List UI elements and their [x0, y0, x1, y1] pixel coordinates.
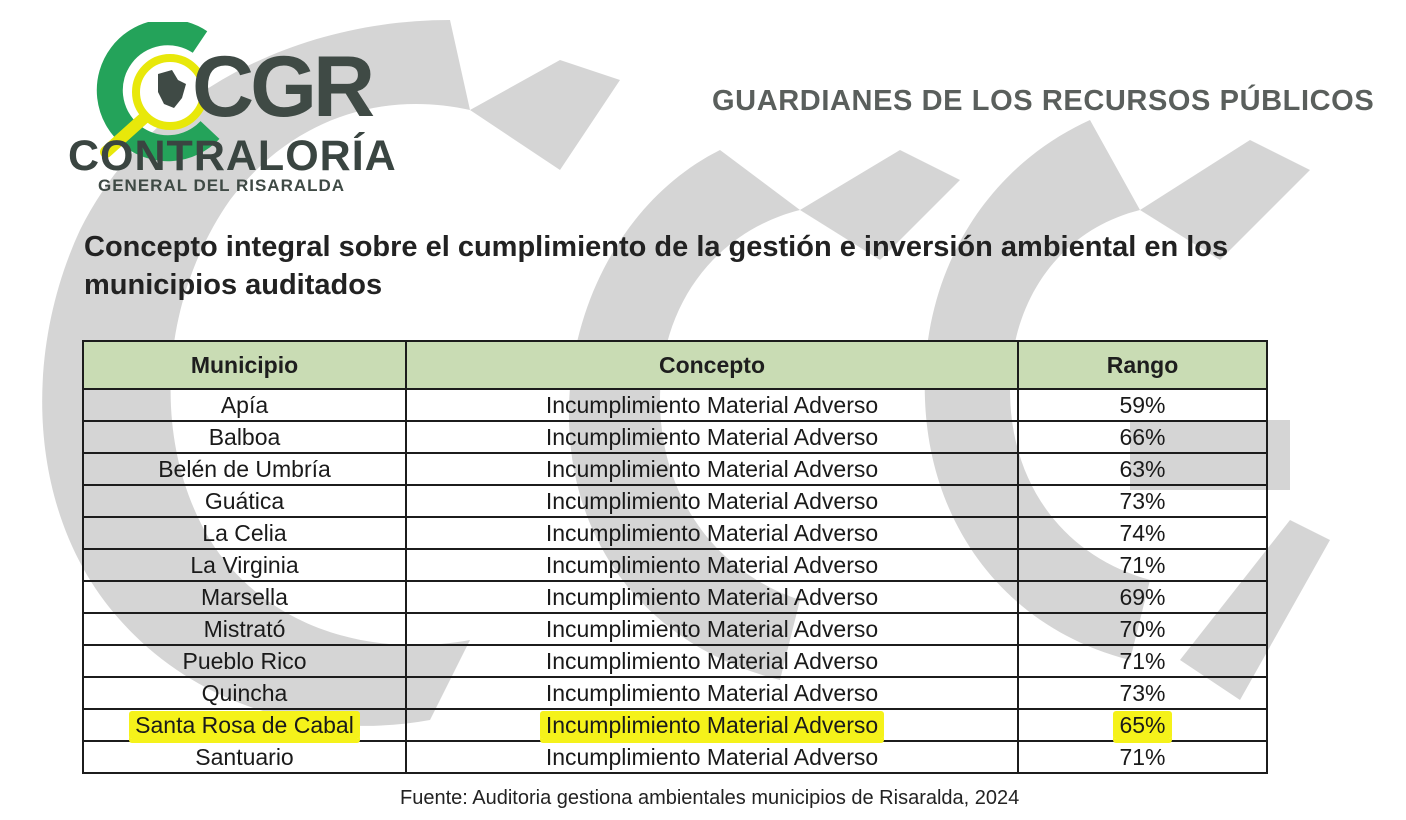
cell-rango: 71%: [1018, 741, 1267, 773]
cell-concepto: Incumplimiento Material Adverso: [406, 613, 1018, 645]
table-row: [83, 581, 1267, 613]
highlight-mark: Santa Rosa de Cabal: [129, 711, 360, 739]
slogan: GUARDIANES DE LOS RECURSOS PÚBLICOS: [712, 85, 1375, 117]
logo-subtitle: GENERAL DEL RISARALDA: [98, 176, 346, 195]
cell-concepto: [406, 709, 1018, 741]
cell-rango: 70%: [1018, 613, 1267, 645]
table-row-highlighted: [83, 709, 1267, 741]
cell-municipio: Guática: [83, 485, 406, 517]
cell-concepto: Incumplimiento Material Adverso: [406, 645, 1018, 677]
table-row: [83, 389, 1267, 421]
header-municipio: Municipio: [83, 341, 406, 389]
cell-municipio: La Virginia: [83, 549, 406, 581]
table-row: [83, 517, 1267, 549]
municipios-table-container: [82, 340, 1268, 774]
cell-municipio: La Celia: [83, 517, 406, 549]
header-concepto: Concepto: [406, 341, 1018, 389]
cell-municipio: Mistrató: [83, 613, 406, 645]
cell-rango: 59%: [1018, 389, 1267, 421]
cell-concepto: Incumplimiento Material Adverso: [406, 549, 1018, 581]
document-title: Concepto integral sobre el cumplimiento de la gestión e inversión ambiental en los municipios auditados: [84, 231, 1229, 301]
table-body: [83, 389, 1267, 773]
table-header-row: [83, 341, 1267, 389]
highlight-mark: 65%: [1113, 711, 1171, 739]
municipios-table: [82, 340, 1268, 774]
cell-municipio: Santuario: [83, 741, 406, 773]
logo-name: CONTRALORÍA: [68, 132, 397, 180]
cell-rango: 63%: [1018, 453, 1267, 485]
cell-rango: 66%: [1018, 421, 1267, 453]
cell-municipio: Apía: [83, 389, 406, 421]
table-row: [83, 741, 1267, 773]
source-note: Fuente: Auditoria gestiona ambientales municipios de Risaralda, 2024: [400, 787, 1020, 809]
highlight-mark: Incumplimiento Material Adverso: [540, 711, 884, 739]
cell-municipio: [83, 709, 406, 741]
cell-municipio: Pueblo Rico: [83, 645, 406, 677]
cell-rango: 71%: [1018, 549, 1267, 581]
table-row: [83, 421, 1267, 453]
cell-municipio: Quincha: [83, 677, 406, 709]
cell-concepto: Incumplimiento Material Adverso: [406, 581, 1018, 613]
table-row: [83, 453, 1267, 485]
cell-concepto: Incumplimiento Material Adverso: [406, 389, 1018, 421]
table-row: [83, 549, 1267, 581]
contraloria-logo: [60, 22, 400, 202]
cell-municipio: Marsella: [83, 581, 406, 613]
cell-rango: [1018, 709, 1267, 741]
header-rango: Rango: [1018, 341, 1267, 389]
cell-concepto: Incumplimiento Material Adverso: [406, 421, 1018, 453]
cell-concepto: Incumplimiento Material Adverso: [406, 453, 1018, 485]
table-row: [83, 485, 1267, 517]
cell-rango: 73%: [1018, 485, 1267, 517]
cell-concepto: Incumplimiento Material Adverso: [406, 485, 1018, 517]
cell-concepto: Incumplimiento Material Adverso: [406, 741, 1018, 773]
cell-rango: 73%: [1018, 677, 1267, 709]
cell-rango: 71%: [1018, 645, 1267, 677]
table-row: [83, 677, 1267, 709]
cell-rango: 69%: [1018, 581, 1267, 613]
cell-rango: 74%: [1018, 517, 1267, 549]
cell-concepto: Incumplimiento Material Adverso: [406, 517, 1018, 549]
table-row: [83, 645, 1267, 677]
table-row: [83, 613, 1267, 645]
cell-municipio: Belén de Umbría: [83, 453, 406, 485]
cell-concepto: Incumplimiento Material Adverso: [406, 677, 1018, 709]
cell-municipio: Balboa: [83, 421, 406, 453]
logo-acronym: CGR: [192, 39, 372, 135]
